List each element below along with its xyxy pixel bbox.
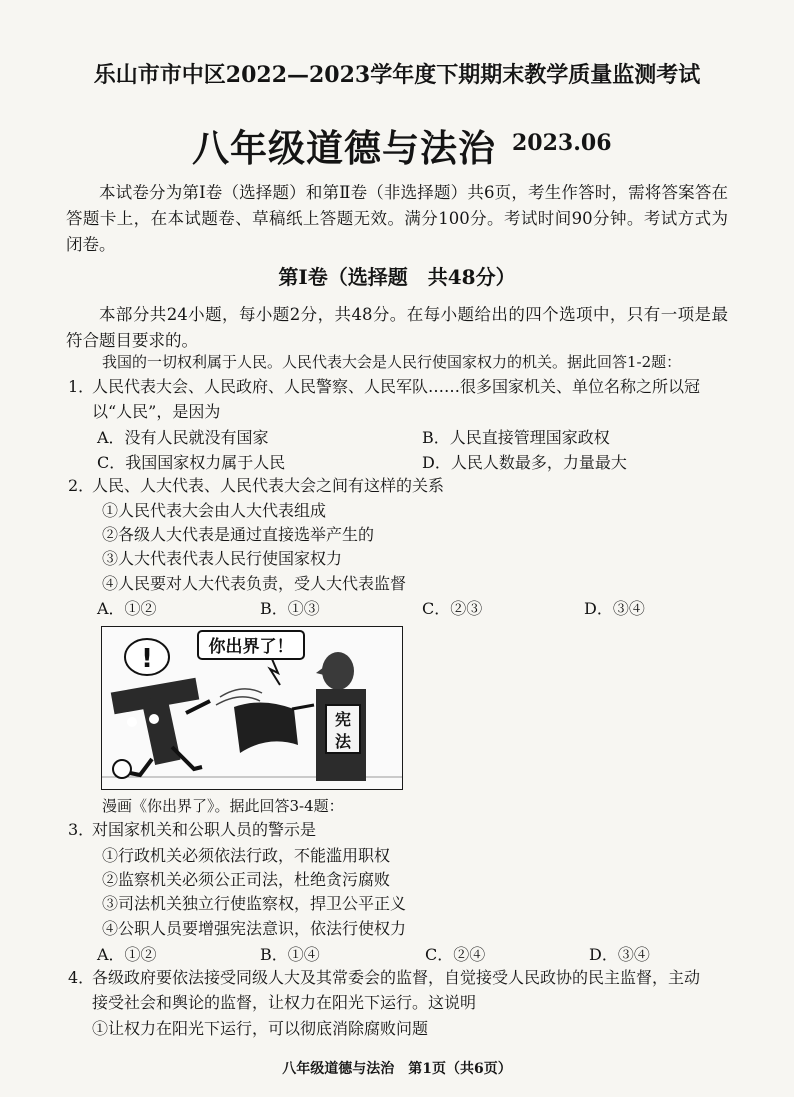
- section-title: 第Ⅰ卷（选择题 共48分）: [278, 265, 516, 289]
- exclamation-mark: !: [141, 644, 153, 674]
- q3-number: 3．: [68, 820, 95, 839]
- q2-item-3: ③人大代表代表人民行使国家权力: [102, 549, 343, 568]
- ball-icon: [113, 760, 131, 778]
- q1-number: 1．: [68, 377, 95, 396]
- cartoon-illustration: [102, 627, 402, 789]
- lead-text-q1-2: 我国的一切权利属于人民。人民代表大会是人民行使国家权力的机关。据此回答1-2题：: [102, 353, 682, 371]
- q2-item-2: ②各级人大代表是通过直接选举产生的: [102, 525, 375, 544]
- q2-item-1: ①人民代表大会由人大代表组成: [102, 501, 327, 520]
- q3-stem: 对国家机关和公职人员的警示是: [92, 820, 317, 839]
- section-intro: 本部分共24小题，每小题2分，共48分。在每小题给出的四个选项中，只有一项是最符合题目要求的。: [66, 305, 728, 350]
- q1-stem-line2: 以“人民”，是因为: [92, 402, 221, 421]
- q2-option-b: B．①③: [260, 599, 320, 618]
- constitution-referee-figure: [316, 652, 366, 781]
- q3-item-2: ②监察机关必须公正司法，杜绝贪污腐败: [102, 870, 391, 889]
- subject-title: 八年级道德与法治: [192, 126, 496, 170]
- q2-option-d: D．③④: [584, 599, 645, 618]
- page-footer: 八年级道德与法治 第1页（共6页）: [282, 1061, 512, 1077]
- q4-item-1: ①让权力在阳光下运行，可以彻底消除腐败问题: [92, 1019, 429, 1038]
- speech-text: 你出界了！: [208, 637, 294, 657]
- q1-option-a: A．没有人民就没有国家: [97, 428, 269, 447]
- q3-item-1: ①行政机关必须依法行政，不能滥用职权: [102, 846, 391, 865]
- q1-option-d: D．人民人数最多，力量最大: [422, 453, 627, 472]
- q4-stem-line2: 接受社会和舆论的监督，让权力在阳光下运行。这说明: [92, 993, 477, 1012]
- exam-date: 2023.06: [512, 130, 612, 156]
- instructions-paragraph: 本试卷分为第Ⅰ卷（选择题）和第Ⅱ卷（非选择题）共6页，考生作答时，需将答案答在答题卡上，在本试题卷、草稿纸上答题无效。满分100分。考试时间90分钟。考试方式为闭卷。: [66, 183, 728, 254]
- q3-option-c: C．②④: [425, 945, 486, 964]
- q3-option-d: D．③④: [589, 945, 650, 964]
- cartoon-caption: 漫画《你出界了》。据此回答3-4题：: [102, 797, 344, 815]
- q2-option-c: C．②③: [422, 599, 483, 618]
- q1-option-c: C．我国国家权力属于人民: [97, 453, 286, 472]
- q2-item-4: ④人民要对人大代表负责，受人大代表监督: [102, 574, 407, 593]
- q1-option-b: B．人民直接管理国家政权: [422, 428, 610, 447]
- exam-title: 乐山市市中区2022—2023学年度下期期末教学质量监测考试: [93, 62, 701, 88]
- q2-stem: 人民、人大代表、人民代表大会之间有这样的关系: [92, 476, 445, 495]
- q1-stem-line1: 人民代表大会、人民政府、人民警察、人民军队……很多国家机关、单位名称之所以冠: [92, 377, 701, 396]
- q3-item-4: ④公职人员要增强宪法意识，依法行使权力: [102, 919, 407, 938]
- q4-number: 4．: [68, 968, 95, 987]
- q2-option-a: A．①②: [97, 599, 157, 618]
- cartoon-you-are-out-of-bounds: [101, 626, 403, 790]
- sign-char-2: 法: [334, 732, 352, 751]
- red-card-flag: [234, 702, 298, 753]
- q4-stem-line1: 各级政府要依法接受同级人大及其常委会的监督，自觉接受人民政协的民主监督，主动: [92, 968, 701, 987]
- sign-char-1: 宪: [334, 710, 352, 729]
- q3-option-b: B．①④: [260, 945, 320, 964]
- q2-number: 2．: [68, 476, 95, 495]
- q3-option-a: A．①②: [97, 945, 157, 964]
- q3-item-3: ③司法机关独立行使监察权，捍卫公平正义: [102, 894, 407, 913]
